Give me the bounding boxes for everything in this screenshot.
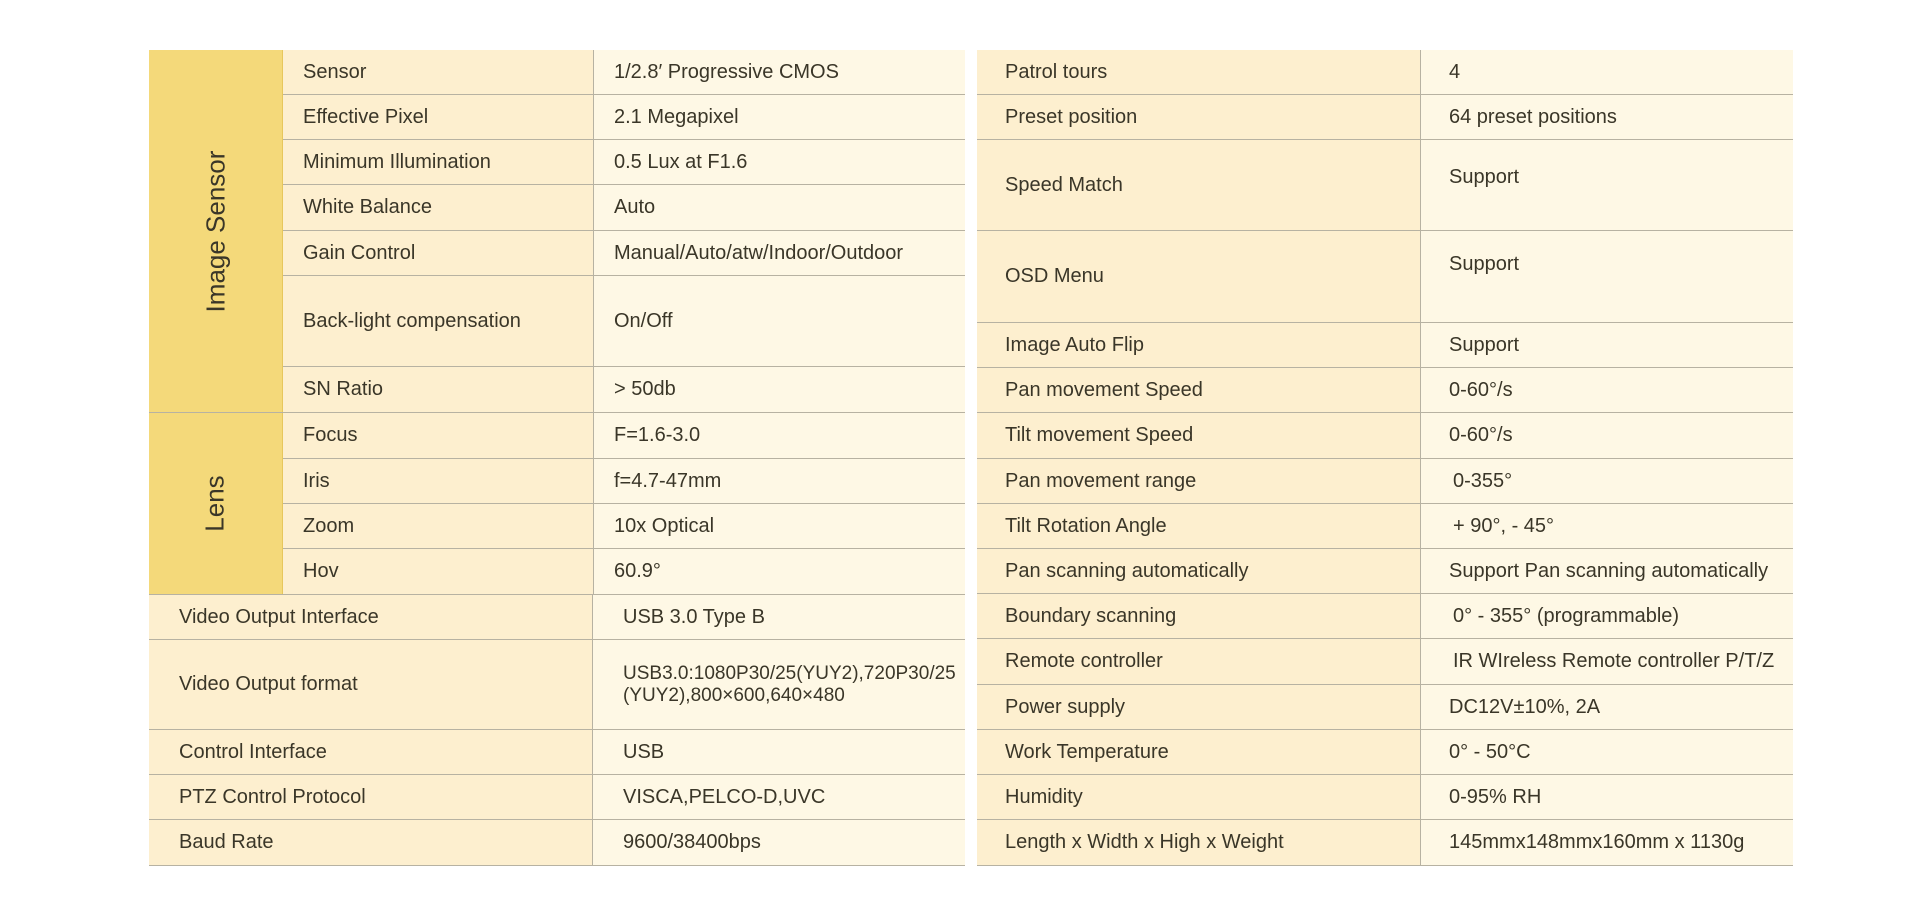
spec-label: PTZ Control Protocol [149, 775, 592, 819]
group-rows [283, 50, 965, 412]
spec-row [283, 231, 965, 276]
spec-label: Pan scanning automatically [977, 549, 1420, 593]
spec-row [149, 640, 965, 730]
spec-label: Back-light compensation [283, 276, 593, 366]
spec-label: Length x Width x High x Weight [977, 820, 1420, 865]
spec-value: F=1.6-3.0 [593, 413, 965, 458]
spec-label: OSD Menu [977, 231, 1420, 322]
spec-label: Preset position [977, 95, 1420, 139]
group-title: Lens [199, 475, 230, 532]
spec-row [977, 685, 1793, 730]
spec-value: DC12V±10%, 2A [1420, 685, 1793, 729]
spec-row [149, 595, 965, 640]
group-label-cell [149, 50, 283, 412]
spec-label: Patrol tours [977, 50, 1420, 94]
spec-row [977, 775, 1793, 820]
spec-label: SN Ratio [283, 367, 593, 412]
spec-row [977, 231, 1793, 323]
spec-value: Manual/Auto/atw/Indoor/Outdoor [593, 231, 965, 275]
spec-label: Iris [283, 459, 593, 503]
spec-label: Baud Rate [149, 820, 592, 865]
spec-label: Tilt movement Speed [977, 413, 1420, 458]
spec-value: 145mmx148mmx160mm x 1130g [1420, 820, 1793, 865]
spec-label: Effective Pixel [283, 95, 593, 139]
spec-row [283, 185, 965, 231]
spec-table-left [149, 50, 965, 866]
spec-value: Support Pan scanning automatically [1420, 549, 1793, 593]
spec-value: Support [1420, 323, 1793, 367]
spec-label: Minimum Illumination [283, 140, 593, 184]
spec-value: 60.9° [593, 549, 965, 594]
spec-row [149, 775, 965, 820]
spec-row [977, 95, 1793, 140]
spec-row [283, 367, 965, 412]
spec-row [283, 413, 965, 459]
spec-label: Speed Match [977, 140, 1420, 230]
spec-row [977, 368, 1793, 413]
spec-value: 9600/38400bps [592, 820, 965, 865]
spec-value: 2.1 Megapixel [593, 95, 965, 139]
spec-value: + 90°, - 45° [1420, 504, 1793, 548]
spec-row [977, 594, 1793, 639]
spec-row [977, 323, 1793, 368]
spec-value: On/Off [593, 276, 965, 366]
spec-value: f=4.7-47mm [593, 459, 965, 503]
spec-row [977, 639, 1793, 685]
spec-value: USB3.0:1080P30/25(YUY2),720P30/25 (YUY2),800×600,640×480 [592, 640, 965, 729]
spec-value: USB [592, 730, 965, 774]
spec-label: Power supply [977, 685, 1420, 729]
spec-value: 0-60°/s [1420, 413, 1793, 458]
spec-value: 0-355° [1420, 459, 1793, 503]
spec-label: Video Output format [149, 640, 592, 729]
spec-value: 0° - 50°C [1420, 730, 1793, 774]
spec-value: > 50db [593, 367, 965, 412]
spec-row [149, 820, 965, 866]
spec-value: 1/2.8′ Progressive CMOS [593, 50, 965, 94]
spec-row [283, 504, 965, 549]
group-rows [283, 413, 965, 594]
spec-row [283, 95, 965, 140]
spec-value: 0-95% RH [1420, 775, 1793, 819]
spec-label: Zoom [283, 504, 593, 548]
spec-label: Remote controller [977, 639, 1420, 684]
spec-table-right [977, 50, 1793, 866]
group-lens [149, 413, 965, 595]
spec-value: 4 [1420, 50, 1793, 94]
spec-row [977, 50, 1793, 95]
spec-row [149, 730, 965, 775]
spec-row [977, 459, 1793, 504]
spec-label: Control Interface [149, 730, 592, 774]
spec-value: 64 preset positions [1420, 95, 1793, 139]
spec-value: Auto [593, 185, 965, 230]
spec-row [977, 413, 1793, 459]
spec-row [977, 820, 1793, 866]
spec-label: Pan movement Speed [977, 368, 1420, 412]
spec-value: 0.5 Lux at F1.6 [593, 140, 965, 184]
spec-label: Tilt Rotation Angle [977, 504, 1420, 548]
spec-value: 0-60°/s [1420, 368, 1793, 412]
spec-value: VISCA,PELCO-D,UVC [592, 775, 965, 819]
spec-row [283, 140, 965, 185]
spec-label: Work Temperature [977, 730, 1420, 774]
spec-value: IR WIreless Remote controller P/T/Z [1420, 639, 1793, 684]
spec-label: Focus [283, 413, 593, 458]
spec-label: Pan movement range [977, 459, 1420, 503]
spec-value: Support [1420, 231, 1793, 322]
spec-row [977, 140, 1793, 231]
group-image-sensor [149, 50, 965, 413]
spec-row [977, 504, 1793, 549]
spec-label: Boundary scanning [977, 594, 1420, 638]
group-label-cell [149, 413, 283, 594]
spec-value: 10x Optical [593, 504, 965, 548]
spec-row [283, 459, 965, 504]
spec-label: Video Output Interface [149, 595, 592, 639]
spec-row [283, 549, 965, 594]
spec-label: Humidity [977, 775, 1420, 819]
spec-row [977, 730, 1793, 775]
spec-value: 0° - 355° (programmable) [1420, 594, 1793, 638]
spec-value: Support [1420, 140, 1793, 230]
spec-row [283, 276, 965, 367]
spec-label: White Balance [283, 185, 593, 230]
spec-label: Gain Control [283, 231, 593, 275]
spec-value: USB 3.0 Type B [592, 595, 965, 639]
spec-label: Image Auto Flip [977, 323, 1420, 367]
group-title: Image Sensor [200, 150, 230, 312]
spec-label: Sensor [283, 50, 593, 94]
spec-row [977, 549, 1793, 594]
spec-label: Hov [283, 549, 593, 594]
spec-row [283, 50, 965, 95]
